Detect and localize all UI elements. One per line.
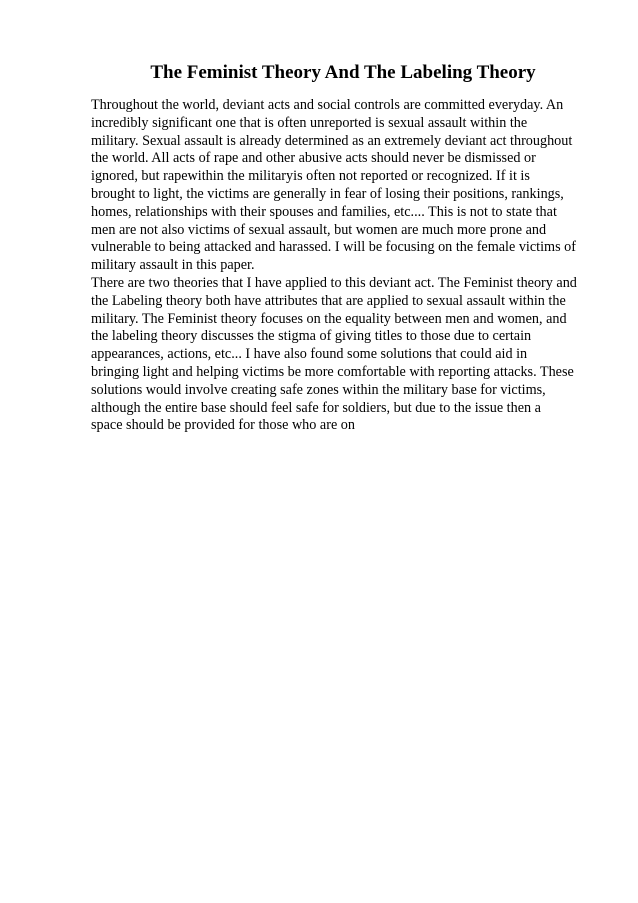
body-line: brought to light, the victims are generally in fear of losing their positions, rankings, bbox=[91, 185, 564, 202]
body-line: the world. All acts of rape and other abusive acts should never be dismissed or bbox=[91, 150, 536, 167]
body-line: vulnerable to being attacked and harassed. I will be focusing on the female victims of bbox=[91, 239, 576, 256]
body-line: solutions would involve creating safe zones within the military base for victims, bbox=[91, 381, 546, 398]
body-line: bringing light and helping victims be more comfortable with reporting attacks. These bbox=[91, 363, 574, 380]
body-line: ignored, but rapewithin the militaryis often not reported or recognized. If it is bbox=[91, 168, 530, 185]
body-line: military. The Feminist theory focuses on the equality between men and women, and bbox=[91, 310, 567, 327]
body-line: the Labeling theory both have attributes that are applied to sexual assault within the bbox=[91, 292, 566, 309]
body-line: military. Sexual assault is already determined as an extremely deviant act throughout bbox=[91, 132, 573, 149]
body-line: homes, relationships with their spouses and families, etc.... This is not to state that bbox=[91, 203, 557, 220]
body-line: Throughout the world, deviant acts and social controls are committed everyday. An bbox=[91, 97, 564, 113]
body-line: space should be provided for those who are on bbox=[91, 417, 355, 434]
document-title: The Feminist Theory And The Labeling Theory bbox=[150, 62, 536, 83]
body-line: appearances, actions, etc... I have also found some solutions that could aid in bbox=[91, 346, 528, 363]
body-line: men are not also victims of sexual assault, but women are much more prone and bbox=[91, 221, 547, 238]
body-line: the labeling theory discusses the stigma of giving titles to those due to certain bbox=[91, 328, 532, 345]
body-line: There are two theories that I have applied to this deviant act. The Feminist theory and bbox=[91, 274, 577, 291]
body-line: although the entire base should feel safe for soldiers, but due to the issue then a bbox=[91, 399, 541, 416]
body-line: incredibly significant one that is often unreported is sexual assault within the bbox=[91, 114, 528, 131]
document-body bbox=[91, 97, 611, 435]
body-line: military assault in this paper. bbox=[91, 257, 255, 274]
